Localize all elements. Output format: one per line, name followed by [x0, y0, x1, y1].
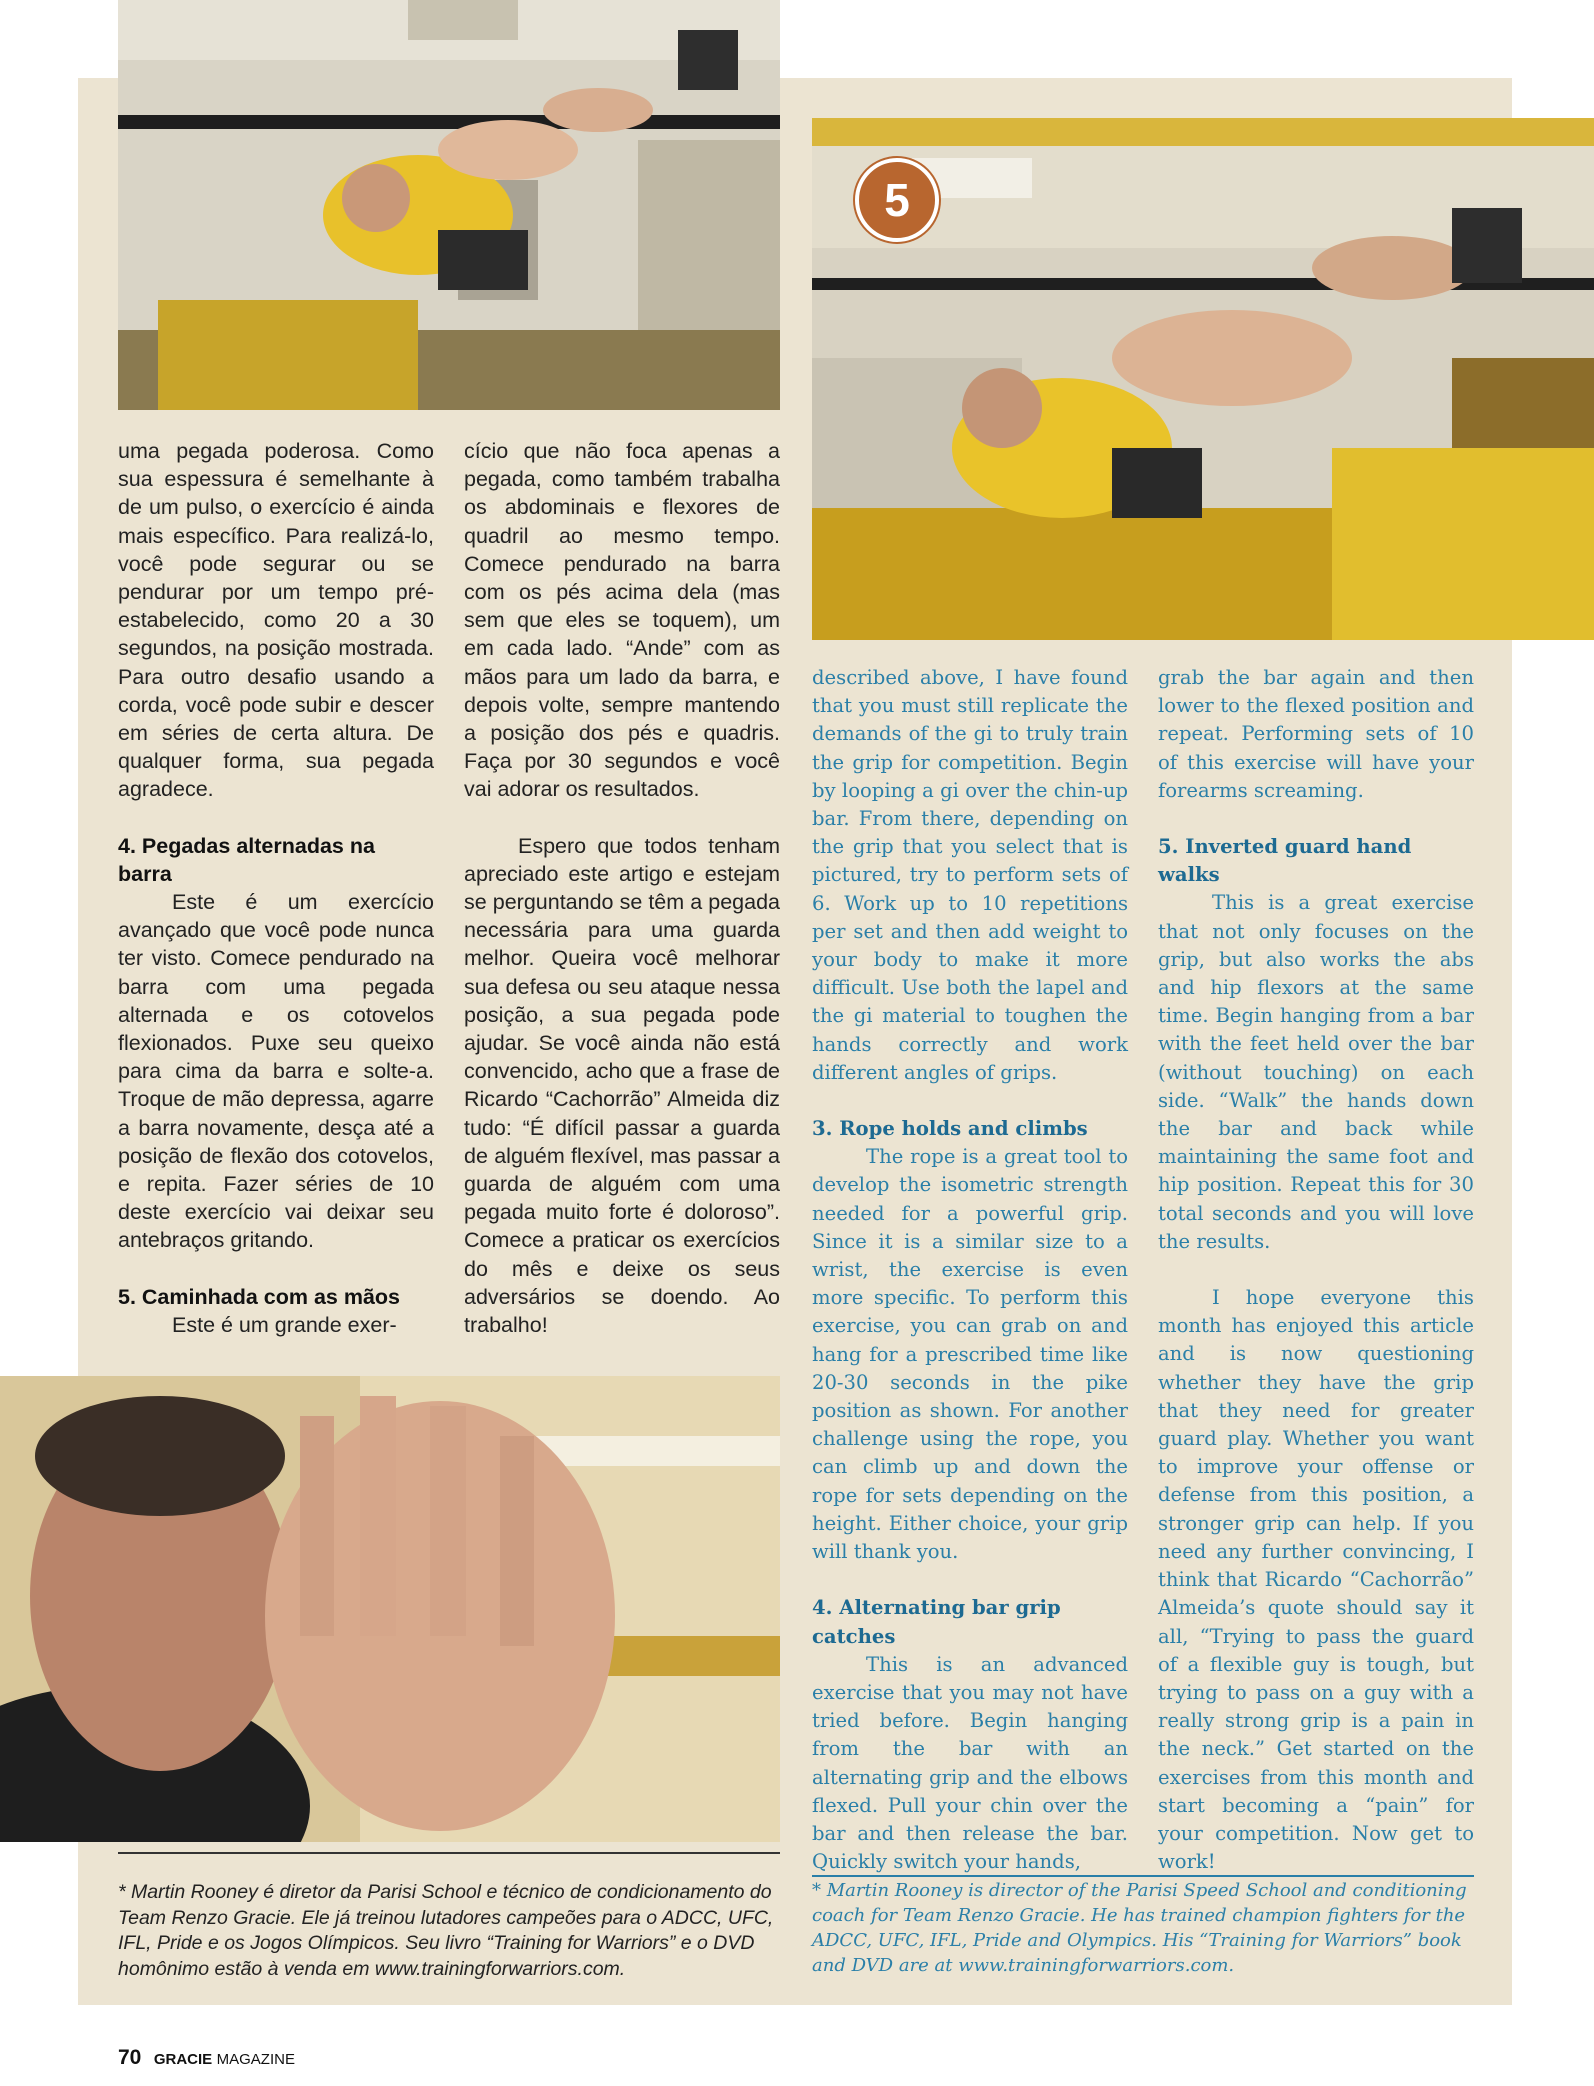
- page-footer: [118, 2046, 295, 2070]
- paragraph: uma pegada poderosa. Como sua espessura é semelhante à de um pulso, o exercício é ainda mais específico. Para realizá-lo, você pode segurar ou se pendurar por um tempo pré-estabelecido, como 20 a 30 segundos, na posição mostrada. Para outro desafio usando a corda, você pode subir e descer em séries de certa altura. De qualquer forma, sua pegada agradece.: [118, 439, 434, 802]
- magazine-label: MAGAZINE: [216, 2051, 295, 2068]
- paragraph: cício que não foca apenas a pegada, como também trabalha os abdominais e flexores de quadril ao mesmo tempo. Comece pendurado na barra com os pés acima dela (mas sem que eles se toquem), um em cada lado. “Ande” com as mãos para um lado da barra, e depois volte, sempre mantendo a posição dos pés e quadris. Faça por 30 segundos e você vai adorar os resultados.: [464, 439, 780, 802]
- author-footnote-pt: * Martin Rooney é diretor da Parisi School e técnico de condicionamento do Team Renzo Gracie. Ele já treinou lutadores campeões para o ADCC, UFC, IFL, Pride e os Jogos Olímpicos. Seu livro “Training for Warriors” e o DVD homônimo estão à venda em www.trainingforwarriors.com.: [118, 1881, 774, 1980]
- portuguese-column-2: [464, 437, 780, 1339]
- section-heading-3-en: 3. Rope holds and climbs: [812, 1117, 1088, 1141]
- section-heading-5-pt: 5. Caminhada com as mãos: [118, 1284, 400, 1309]
- paragraph: This is a great exercise that not only focuses on the grip, but also works the abs and hip flexors at the same time. Begin hanging from a bar with the feet held over the bar (without touching) on each side. “Walk” the hands down the bar and back while maintaining the same foot and hip position. Repeat this for 30 total seconds and you will love the results.: [1158, 891, 1474, 1253]
- section-heading-4-pt: 4. Pegadas alternadas na barra: [118, 833, 375, 886]
- pull-up-bar-hang-photo: [118, 0, 780, 410]
- english-column-1: [812, 664, 1128, 1876]
- paragraph: described above, I have found that you must still replicate the demands of the gi to truly train the grip for competition. Begin by looping a gi over the chin-up bar. From there, depending on the grip that you select that is pictured, try to perform sets of 6. Work up to 10 repetitions per set and then add weight to your body to make it more difficult. Use both the lapel and the gi material to toughen the hands correctly and work different angles of grips.: [812, 666, 1128, 1084]
- paragraph: Este é um exercício avançado que você pode nunca ter visto. Comece pendurado na barra com uma pegada alternada e os cotovelos flexionados. Puxe seu queixo para cima da barra e solte-a. Troque de mão depressa, agarre a barra novamente, desça até a posição de flexão dos cotovelos, e repita. Fazer séries de 10 deste exercício vai deixar seu antebraços gritando.: [118, 890, 434, 1253]
- paragraph: Este é um grande exer-: [172, 1312, 397, 1337]
- magazine-brand: GRACIE: [153, 2051, 213, 2068]
- section-heading-5-en: 5. Inverted guard hand walks: [1158, 835, 1412, 887]
- paragraph: grab the bar again and then lower to the flexed position and repeat. Performing sets of 10 of this exercise will have your forearms screaming.: [1158, 666, 1474, 802]
- english-column-2: [1158, 664, 1474, 1876]
- portuguese-column-1: [118, 437, 434, 1339]
- paragraph: Espero que todos tenham apreciado este artigo e estejam se perguntando se têm a pegada necessária para uma guarda melhor. Queira você melhorar sua defesa ou seu ataque nessa posição, a sua pegada pode ajudar. Se você ainda não está convencido, acho que a frase de Ricardo “Cachorrão” Almeida diz tudo: “É difícil passar a guarda de alguém flexível, mas passar a guarda de alguém com uma pegada muito forte é doloroso”. Comece a praticar os exercícios do mês e deixe os seus adversários se doendo. Ao trabalho!: [464, 833, 780, 1338]
- footnote-divider: [118, 1852, 780, 1854]
- author-footnote-en: * Martin Rooney is director of the Parisi Speed School and conditioning coach for Team Renzo Gracie. He has trained champion fighters for the ADCC, UFC, IFL, Pride and Olympics. His “Training for Warriors” book and DVD are at www.trainingforwarriors.com.: [812, 1880, 1467, 1976]
- author-portrait-hand-photo: [0, 1376, 780, 1842]
- paragraph: The rope is a great tool to develop the isometric strength needed for a powerful grip. Since it is a similar size to a wrist, the exercise is even more specific. To perform this exercise, you can grab on and hang for a prescribed time like 20-30 seconds in the pike position as shown. For another challenge using the rope, you can climb up and down the rope for sets depending on the height. Either choice, your grip will thank you.: [812, 1145, 1128, 1564]
- step-number-badge: 5: [855, 158, 939, 242]
- paragraph: I hope everyone this month has enjoyed this article and is now questioning whether they have the grip that they need for greater guard play. Whether you want to improve your offense or defense from this position, a stronger grip can help. If you need any further convincing, I think that Ricardo “Cachorrão” Almeida’s quote should say it all, “Trying to pass the guard of a flexible guy is tough, but trying to pass on a guy with a really strong grip is a pain in the neck.” Get started on the exercises from this month and start becoming a “pain” for your competition. Now get to work!: [1158, 1286, 1474, 1874]
- footnote-divider: [812, 1875, 1474, 1877]
- paragraph: This is an advanced exercise that you may not have tried before. Begin hanging from the bar with an alternating grip and the elbows flexed. Pull your chin over the bar and then release the bar. Quickly switch your hands,: [812, 1652, 1128, 1874]
- section-heading-4-en: 4. Alternating bar grip catches: [812, 1596, 1061, 1648]
- page-number: 70: [118, 2046, 142, 2069]
